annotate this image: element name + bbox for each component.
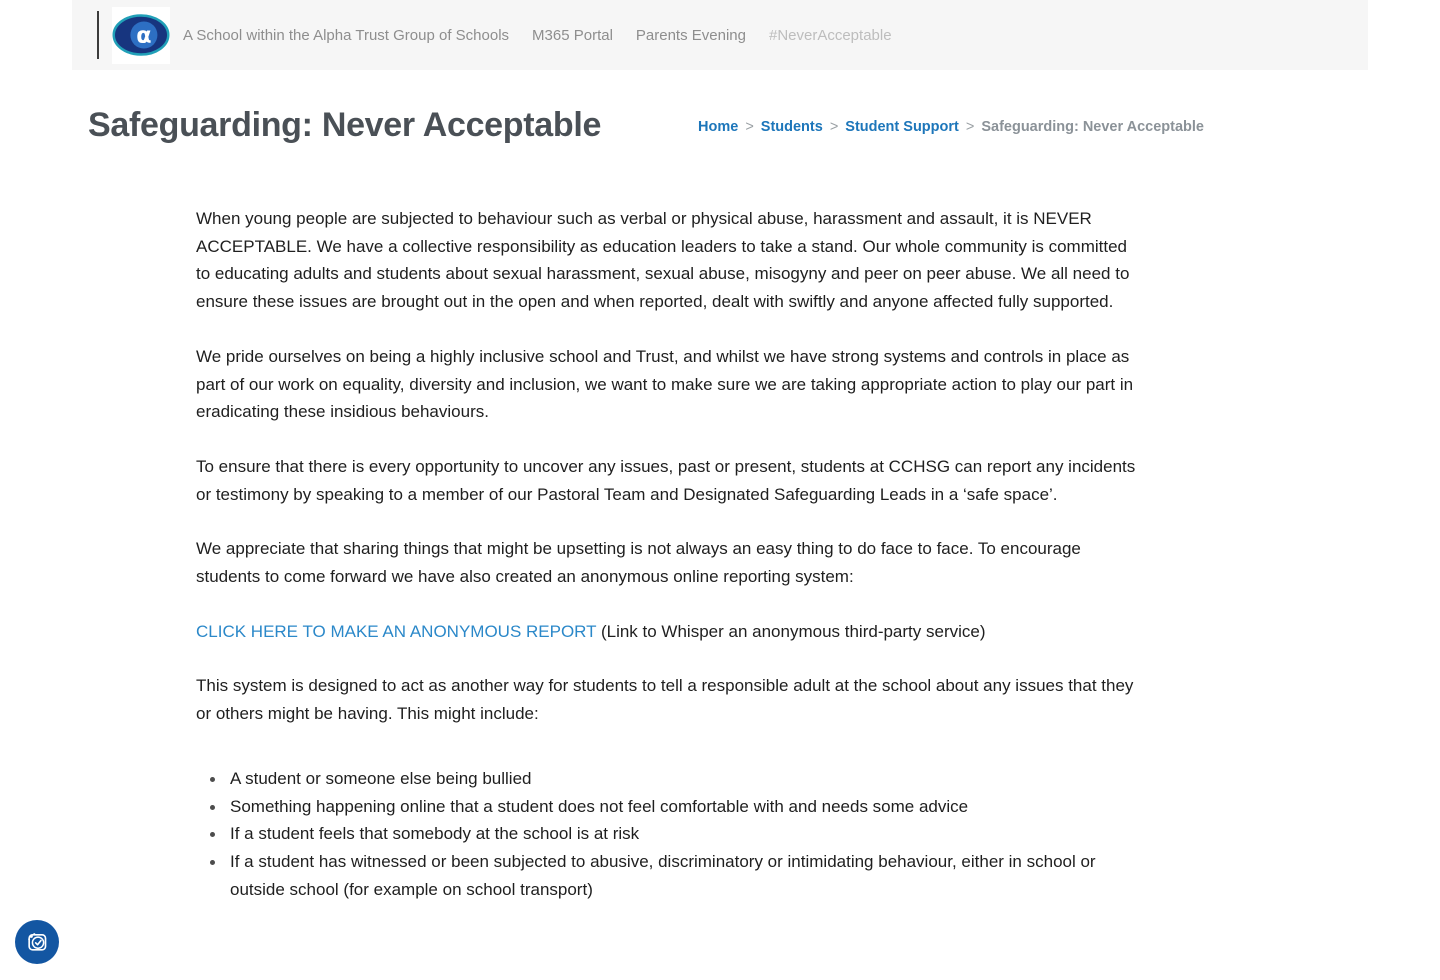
list-item: If a student feels that somebody at the school is at risk bbox=[196, 820, 1121, 848]
breadcrumb-separator: > bbox=[829, 119, 839, 135]
report-link-suffix: (Link to Whisper an anonymous third-party service) bbox=[596, 621, 986, 641]
nav-item-never-acceptable[interactable]: #NeverAcceptable bbox=[768, 26, 892, 44]
breadcrumb-separator: > bbox=[965, 119, 975, 135]
header-nav bbox=[183, 27, 915, 44]
paragraph-inclusive: We pride ourselves on being a highly inclusive school and Trust, and whilst we have strong systems and controls in place as part of our work on equality, diversity and inclusion, we want to make sure we are taking appropriate action to play our part in eradicating these insidious behaviours. bbox=[196, 346, 1134, 422]
paragraph-report-channels: To ensure that there is every opportunity to uncover any issues, past or present, students at CCHSG can report any incidents or testimony by speaking to a member of our Pastoral Team and Designated Safeguarding Leads in a ‘safe space’. bbox=[196, 456, 1136, 504]
clock-check-icon bbox=[22, 927, 52, 957]
nav-item-parents-evening[interactable]: Parents Evening bbox=[635, 26, 746, 44]
school-logo[interactable] bbox=[112, 7, 170, 64]
svg-text:α: α bbox=[136, 22, 152, 49]
breadcrumb-separator: > bbox=[745, 119, 754, 135]
list-item: A student or someone else being bullied bbox=[196, 765, 1121, 793]
anonymous-report-link[interactable]: CLICK HERE TO MAKE AN ANONYMOUS REPORT bbox=[196, 621, 597, 641]
breadcrumb-students[interactable]: Students bbox=[760, 119, 823, 135]
page-title: Safeguarding: Never Acceptable bbox=[88, 106, 602, 144]
issues-list bbox=[196, 765, 1121, 904]
breadcrumb-student-support[interactable]: Student Support bbox=[845, 119, 959, 135]
list-item: Something happening online that a student does not feel comfortable with and needs some advice bbox=[196, 793, 1121, 821]
nav-item-alpha-trust[interactable]: A School within the Alpha Trust Group of Schools bbox=[183, 26, 510, 44]
paragraph-anonymous-system: We appreciate that sharing things that might be upsetting is not always an easy thing to do face to face. To encourage students to come forward we have also created an anonymous online reporting system: bbox=[196, 539, 1081, 587]
list-item: If a student has witnessed or been subjected to abusive, discriminatory or intimidating behaviour, either in school or outside school (for example on school transport) bbox=[196, 848, 1121, 903]
main-content bbox=[72, 205, 1142, 903]
paragraph-system-purpose: This system is designed to act as another way for students to tell a responsible adult at the school about any issues that they or others might be having. This might include: bbox=[196, 676, 1134, 724]
title-row bbox=[72, 103, 1368, 147]
top-bar bbox=[72, 0, 1368, 70]
nav-item-m365-portal[interactable]: M365 Portal bbox=[532, 26, 613, 44]
breadcrumb-home[interactable]: Home bbox=[698, 119, 739, 135]
paragraph-intro: When young people are subjected to behaviour such as verbal or physical abuse, harassment and assault, it is NEVER ACCEPTABLE. We have a collective responsibility as education leaders to take a stand. Our whole community is committed to educating adults and students about sexual harassment, sexual abuse, misogyny and peer on peer abuse. We all need to ensure these issues are brought out in the open and when reported, dealt with swiftly and anyone affected fully supported. bbox=[196, 209, 1130, 312]
breadcrumb-current: Safeguarding: Never Acceptable bbox=[981, 119, 1204, 135]
header-divider bbox=[97, 11, 99, 59]
report-link-line bbox=[196, 618, 1139, 646]
breadcrumb bbox=[698, 119, 1204, 135]
alpha-trust-logo-icon bbox=[112, 13, 170, 57]
site-container bbox=[72, 0, 1368, 903]
accessibility-widget-button[interactable] bbox=[15, 920, 59, 964]
